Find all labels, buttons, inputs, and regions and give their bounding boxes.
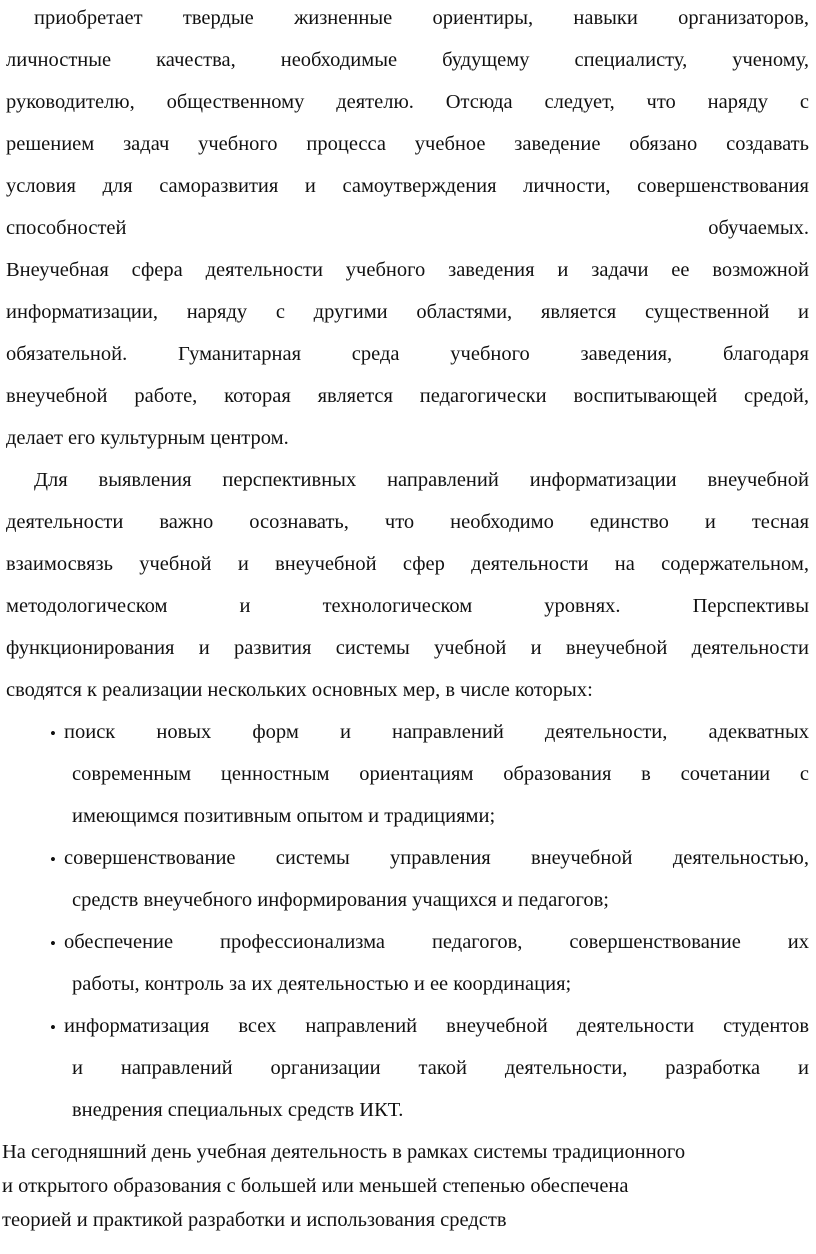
bullet-2-line-1: совершенствование системы управления внеучебной деятельностью, [64, 847, 809, 869]
closing-line-2: и открытого образования с большей или меньшей степенью обеспечена [2, 1175, 629, 1197]
bullet-3-line-1: обеспечение профессионализма педагогов, совершенствование их [64, 931, 809, 953]
paragraph1-line-1: приобретает твердые жизненные ориентиры, навыки организаторов, [34, 7, 809, 29]
bullet-marker: • [50, 1018, 56, 1037]
paragraph1-line-2: личностные качества, необходимые будущему специалисту, ученому, [6, 49, 809, 71]
paragraph1-line-7: Внеучебная сфера деятельности учебного заведения и задачи ее возможной [6, 259, 809, 281]
paragraph2-line-5: функционирования и развития системы учебной и внеучебной деятельности [6, 637, 809, 659]
paragraph1-line-3: руководителю, общественному деятелю. Отсюда следует, что наряду с [6, 91, 809, 113]
bullet-3-line-2: работы, контроль за их деятельностью и ее координация; [72, 973, 572, 995]
bullet-4-line-1: информатизация всех направлений внеучебной деятельности студентов [64, 1015, 809, 1037]
paragraph1-line-11: делает его культурным центром. [6, 427, 289, 449]
bullet-1-line-1: поиск новых форм и направлений деятельности, адекватных [64, 721, 809, 743]
paragraph2-line-1: Для выявления перспективных направлений информатизации внеучебной [34, 469, 809, 491]
paragraph2-line-3: взаимосвязь учебной и внеучебной сфер деятельности на содержательном, [6, 553, 809, 575]
paragraph1-line-10: внеучебной работе, которая является педагогически воспитывающей средой, [6, 385, 809, 407]
bullet-4-line-3: внедрения специальных средств ИКТ. [72, 1099, 404, 1121]
bullet-1-line-2: современным ценностным ориентациям образования в сочетании с [72, 763, 809, 785]
paragraph2-line-4: методологическом и технологическом уровнях. Перспективы [6, 595, 809, 617]
closing-line-1: На сегодняшний день учебная деятельность в рамках системы традиционного [2, 1141, 686, 1163]
bullet-2-line-2: средств внеучебного информирования учащихся и педагогов; [72, 889, 609, 911]
bullet-1-line-3: имеющимся позитивным опытом и традициями; [72, 805, 496, 827]
paragraph2-line-2: деятельности важно осознавать, что необходимо единство и тесная [6, 511, 809, 533]
paragraph1-line-6: способностей обучаемых. [6, 217, 809, 239]
bullet-marker: • [50, 724, 56, 743]
paragraph2-line-6: сводятся к реализации нескольких основных мер, в числе которых: [6, 679, 593, 701]
paragraph1-line-4: решением задач учебного процесса учебное заведение обязано создавать [6, 133, 809, 155]
paragraph1-line-8: информатизации, наряду с другими областями, является существенной и [6, 301, 809, 323]
bullet-marker: • [50, 934, 56, 953]
paragraph1-line-5: условия для саморазвития и самоутверждения личности, совершенствования [6, 175, 809, 197]
closing-line-3: теорией и практикой разработки и использования средств [2, 1209, 507, 1231]
bullet-marker: • [50, 850, 56, 869]
bullet-4-line-2: и направлений организации такой деятельности, разработка и [72, 1057, 809, 1079]
paragraph1-line-9: обязательной. Гуманитарная среда учебного заведения, благодаря [6, 343, 809, 365]
